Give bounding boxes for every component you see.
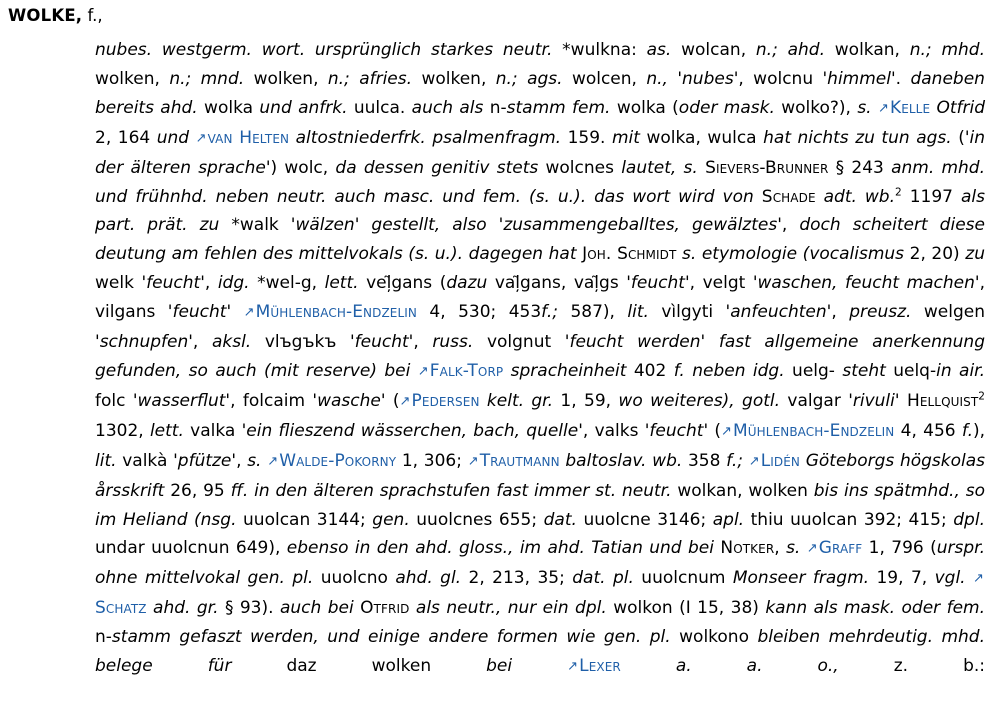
commentary-text: in air. [936, 360, 986, 381]
cited-form-text: wolkono [679, 627, 758, 648]
authority-name: Hellquist [906, 390, 979, 411]
commentary-text: rivuli [852, 390, 895, 411]
cross-reference-link[interactable] [807, 538, 863, 558]
cross-reference-arrow-icon: ↗ [267, 453, 279, 469]
commentary-text: nubes. westgerm. wort. ursprünglich starkes neutr. [95, 40, 563, 60]
edition-superscript: 2 [978, 390, 985, 403]
commentary-text: als part. prät. zu [95, 186, 985, 236]
commentary-text: f. [961, 420, 973, 441]
commentary-text: wo weiteres), [618, 390, 743, 411]
cross-reference-label: Trautmann [479, 450, 560, 471]
cross-reference-link[interactable] [196, 128, 289, 148]
cited-form-text: ' [677, 68, 683, 89]
cited-form-text: § 93). [224, 598, 280, 619]
commentary-text: himmel [827, 68, 891, 89]
commentary-text: a. a. o., [620, 656, 894, 677]
commentary-text: n.; [169, 68, 201, 89]
commentary-text: nubes [682, 68, 734, 89]
cross-reference-label: Schatz [95, 598, 147, 619]
cited-form-text: uuolcnes 655; [416, 509, 544, 530]
cited-form-text: 1197 [901, 186, 961, 207]
commentary-text: feucht [172, 302, 227, 323]
cited-form-text: wolkan, wolken [677, 480, 814, 501]
cited-form-text: ' [226, 302, 244, 323]
commentary-text: dat. [543, 509, 584, 530]
commentary-text: dpl. [953, 509, 985, 530]
cited-form-text: 2, 213, 35; [468, 568, 573, 589]
cited-form-text: ' ( [380, 390, 400, 411]
cited-form-text: 402 [633, 360, 674, 381]
cited-form-text: 1, 59, [560, 390, 619, 411]
commentary-text: als neutr., nur ein dpl. [409, 598, 614, 619]
cited-form-text: uuolcno [320, 568, 396, 589]
cited-form-text: 358 [687, 450, 727, 471]
commentary-text: feucht werden [569, 332, 701, 353]
commentary-text: bis ins spätmhd., so im Heliand ( [95, 480, 985, 530]
cited-form-text: *wulkna: [562, 40, 647, 60]
cross-reference-label: Mühlenbach-Endzelin [255, 302, 417, 323]
cited-form-text: uuolcnum [641, 568, 733, 589]
cited-form-text: n- [95, 627, 112, 648]
commentary-text: ahd. gr. [146, 598, 225, 619]
cited-form-text: ', [826, 302, 850, 323]
commentary-text: as. [646, 40, 682, 60]
commentary-text: feucht [649, 420, 704, 441]
commentary-text: auch bei [279, 598, 361, 619]
commentary-text: idg. [217, 273, 258, 294]
commentary-text: ags. [527, 68, 572, 89]
cited-form-text: uuolcan 3144; [243, 509, 373, 530]
cited-form-text: valka ' [190, 420, 247, 441]
commentary-text: spracheinheit [503, 360, 634, 381]
commentary-text: kelt. gr. [479, 390, 561, 411]
cited-form-text: 19, 7, [876, 568, 935, 589]
commentary-text: bleiben mehrdeutig. mhd. belege für [95, 627, 985, 677]
commentary-text: feucht [354, 332, 409, 353]
commentary-text: und anfrk. [259, 97, 354, 118]
commentary-text: lautet, s. [621, 157, 706, 178]
cited-form-text: ' [700, 332, 719, 353]
cited-form-text: wolko?), [781, 97, 858, 118]
commentary-text: und [156, 127, 196, 148]
cross-reference-link[interactable] [468, 451, 560, 471]
commentary-text: Otfrid [930, 97, 986, 118]
authority-name: Schade [761, 186, 816, 207]
cross-reference-label: Graff [818, 538, 863, 559]
cross-reference-label: Mühlenbach-Endzelin [733, 420, 895, 441]
commentary-text: da dessen genitiv stets [335, 157, 546, 178]
commentary-text: nsg. [200, 509, 244, 530]
cross-reference-link[interactable] [267, 451, 396, 471]
commentary-text: f. neben idg. [673, 360, 793, 381]
authority-name: Otfrid [360, 598, 410, 619]
cited-form-text: ' [498, 215, 504, 236]
commentary-text: stamm gefaszt werden, und einige andere formen wie gen. pl. [111, 627, 680, 648]
commentary-text: s. etymologie ( [676, 244, 810, 265]
commentary-text: ebenso in den ahd. gloss., im ahd. Tatian und bei [286, 538, 721, 559]
cited-form-text: valgar ' [787, 390, 853, 411]
cited-form-text: z. b.: [893, 656, 985, 677]
cited-form-text: vaļ̃gans, vaļ̃gs ' [494, 273, 631, 294]
cited-form-text: volgnut ' [486, 332, 570, 353]
cited-form-text: 26, 95 [170, 480, 231, 501]
commentary-text: aksl. [211, 332, 265, 353]
cross-reference-label: Falk-Torp [429, 360, 504, 381]
cited-form-text: welk ' [95, 273, 147, 294]
commentary-text: mhd. [941, 40, 985, 60]
cited-form-text: *walk ' [231, 215, 296, 236]
commentary-text: n., [646, 68, 678, 89]
cited-form-text: ', wolcnu ' [733, 68, 828, 89]
headword [8, 5, 103, 27]
cross-reference-arrow-icon: ↗ [877, 100, 889, 116]
commentary-text: oder mask. [678, 97, 782, 118]
cited-form-text: 4, 530; 453 [416, 302, 542, 323]
commentary-text: anm. mhd. und frühnhd. neben neutr. auch masc. und fem. (s. u.). das wort wird von [95, 157, 986, 207]
cited-form-text: ') wolc, [265, 157, 336, 178]
commentary-text: mnd. [200, 68, 254, 89]
commentary-text: Göteborgs högskolas årsskrift [95, 450, 986, 501]
cross-reference-link[interactable] [244, 302, 417, 322]
entry-paragraph [95, 36, 985, 711]
commentary-text: hat nichts zu tun ags. [763, 127, 959, 148]
commentary-text: ahd. [787, 40, 835, 60]
commentary-text: doch scheitert diese deutung am fehlen des mittelvokals (s. u.). dagegen hat [95, 215, 985, 265]
cited-form-text: 2, 164 [95, 127, 157, 148]
cited-form-text: ', folcaim ' [225, 390, 318, 411]
cited-form-text: 1302, [95, 420, 150, 441]
cited-form-text: folc ' [95, 390, 138, 411]
cited-form-text: uelq- [893, 360, 937, 381]
cited-form-text: 2, 20) [909, 244, 966, 265]
commentary-text: f.; [726, 450, 749, 471]
commentary-text: preusz. [849, 302, 924, 323]
cross-reference-label: Lidén [760, 450, 800, 471]
commentary-text: n.; [909, 40, 942, 60]
commentary-text: urspr. ohne mittelvokal gen. pl. [95, 538, 985, 589]
commentary-text: vocalismus [809, 244, 910, 265]
commentary-text: steht [842, 360, 894, 381]
authority-name: Sievers-Brunner [705, 157, 829, 178]
cited-form-text: wolkan, [834, 40, 910, 60]
cross-reference-label: Lexer [579, 656, 621, 677]
commentary-text: dat. pl. [572, 568, 642, 589]
cited-form-text: wolcan, [681, 40, 756, 60]
cited-form-text: ), [972, 420, 986, 441]
cited-form-text: , [774, 538, 787, 559]
cross-reference-label: van Helten [207, 127, 290, 148]
commentary-text: anfeuchten [730, 302, 827, 323]
commentary-text: ein flieszend wässerchen, bach, quelle [246, 420, 579, 441]
cited-form-text: *wel-g, [257, 273, 325, 294]
cited-form-text: wolken, [421, 68, 496, 89]
commentary-text: gestellt, also [371, 215, 499, 236]
commentary-text: s. [247, 450, 268, 471]
cross-reference-link[interactable] [567, 656, 621, 676]
commentary-text: altostniederfrk. psalmenfragm. [289, 127, 568, 148]
cited-form-text: wolka ( [616, 97, 679, 118]
cited-form-text: 1, 306; [396, 450, 468, 471]
commentary-text: adt. wb. [815, 186, 896, 207]
headword-grammar: f., [82, 6, 103, 25]
headword-lemma: WOLKE, [8, 6, 83, 25]
cited-form-text: wolcnes [545, 157, 622, 178]
commentary-text: lett. [149, 420, 191, 441]
cited-form-text: ', velgt ' [684, 273, 758, 294]
commentary-text: wälzen [295, 215, 355, 236]
cited-form-text: ', [200, 273, 218, 294]
entry-body [95, 36, 985, 711]
cross-reference-link[interactable] [418, 361, 503, 381]
commentary-text: n.; [495, 68, 528, 89]
commentary-text: f.; [541, 302, 571, 323]
commentary-text: s. [786, 538, 807, 559]
commentary-text: baltoslav. wb. [559, 450, 688, 471]
commentary-text: feucht [630, 273, 685, 294]
commentary-text: ahd. gl. [395, 568, 469, 589]
commentary-text: s. [857, 97, 878, 118]
commentary-text: lett. [324, 273, 367, 294]
commentary-text: gotl. [742, 390, 788, 411]
cross-reference-arrow-icon: ↗ [243, 305, 255, 321]
cited-form-text: vìlgyti ' [661, 302, 731, 323]
cross-reference-arrow-icon: ↗ [748, 453, 760, 469]
cited-form-text: wolcen, [571, 68, 647, 89]
cross-reference-link[interactable] [878, 98, 930, 118]
cited-form-text: ' ( [703, 420, 722, 441]
commentary-text: lit. [95, 450, 123, 471]
commentary-text: kann als mask. oder fem. [765, 598, 985, 619]
cited-form-text: wolka, wulca [646, 127, 764, 148]
cited-form-text: 1, 796 ( [862, 538, 937, 559]
cross-reference-link[interactable] [721, 421, 894, 441]
commentary-text: wasche [317, 390, 381, 411]
commentary-text: bei [486, 656, 568, 677]
cited-form-text: ', [231, 450, 248, 471]
cited-form-text: vlъgъkъ ' [264, 332, 355, 353]
cited-form-text: wolken, [95, 68, 170, 89]
edition-superscript: 2 [895, 185, 902, 198]
commentary-text: n.; [327, 68, 360, 89]
commentary-text: waschen, feucht machen [757, 273, 975, 294]
commentary-text: zu [965, 244, 985, 265]
cross-reference-arrow-icon: ↗ [721, 423, 733, 439]
commentary-text: fast allgemeine anerkennung gefunden, so auch (mit reserve) bei [95, 332, 985, 381]
cross-reference-link[interactable] [749, 451, 800, 471]
cross-reference-arrow-icon: ↗ [195, 130, 207, 146]
commentary-text: dazu [446, 273, 495, 294]
commentary-text: russ. [432, 332, 487, 353]
cited-form-text: ', [408, 332, 433, 353]
cited-form-text: daz wolken [286, 656, 487, 677]
cited-form-text: thiu uuolcan 392; 415; [750, 509, 954, 530]
cross-reference-label: Walde-Pokorny [279, 450, 397, 471]
cited-form-text: n- [489, 97, 507, 118]
cited-form-text: 587), [570, 302, 628, 323]
commentary-text: in der älteren sprache [95, 127, 986, 178]
commentary-text: daneben bereits ahd. [95, 68, 985, 118]
commentary-text: schnupfen [99, 332, 189, 353]
cited-form-text: valkà ' [122, 450, 178, 471]
cross-reference-arrow-icon: ↗ [467, 453, 479, 469]
cited-form-text: veļ̃gans ( [366, 273, 447, 294]
commentary-text: feucht [146, 273, 201, 294]
cited-form-text: (' [958, 127, 970, 148]
commentary-text: lit. [627, 302, 662, 323]
authority-name: Notker [720, 538, 775, 559]
cited-form-text: '. [890, 68, 911, 89]
cross-reference-label: Pedersen [411, 390, 480, 411]
cited-form-text: ', vilgans ' [95, 273, 985, 323]
cited-form-text: 159. [567, 127, 612, 148]
cited-form-text: wolka [204, 97, 260, 118]
commentary-text: ff. in den älteren sprachstufen fast immer st. neutr. [230, 480, 678, 501]
cited-form-text: § 243 [828, 157, 892, 178]
commentary-text: zusammengeballtes, gewälztes [503, 215, 778, 236]
cited-form-text: ', valks ' [578, 420, 650, 441]
commentary-text: gen. [372, 509, 417, 530]
cross-reference-arrow-icon: ↗ [417, 363, 429, 379]
cross-reference-label: Kelle [889, 97, 931, 118]
cross-reference-arrow-icon: ↗ [806, 541, 818, 557]
cross-reference-arrow-icon: ↗ [973, 571, 985, 587]
commentary-text: wasserflut [137, 390, 226, 411]
cited-form-text: uulca. [353, 97, 412, 118]
cited-form-text: welgen ' [95, 302, 985, 353]
cross-reference-arrow-icon: ↗ [567, 659, 579, 675]
commentary-text: Monseer fragm. [732, 568, 877, 589]
cited-form-text: ' [894, 390, 907, 411]
cited-form-text: wolken, [253, 68, 328, 89]
cited-form-text: ' [354, 215, 372, 236]
cited-form-text: uuolcne 3146; [583, 509, 713, 530]
commentary-text: vgl. [934, 568, 974, 589]
authority-name: Joh. Schmidt [582, 244, 677, 265]
cross-reference-arrow-icon: ↗ [399, 393, 411, 409]
commentary-text: mit [611, 127, 647, 148]
commentary-text: afries. [359, 68, 422, 89]
commentary-text: pfütze [177, 450, 232, 471]
commentary-text: apl. [712, 509, 751, 530]
commentary-text: n.; [755, 40, 788, 60]
cited-form-text: wolkon (I 15, 38) [613, 598, 766, 619]
cross-reference-link[interactable] [400, 391, 480, 411]
cited-form-text: 4, 456 [894, 420, 962, 441]
cited-form-text: ', [188, 332, 212, 353]
cited-form-text: undar uuolcnun 649), [95, 538, 287, 559]
commentary-text: stamm fem. [506, 97, 617, 118]
cited-form-text: ', [777, 215, 800, 236]
cited-form-text: uelg- [792, 360, 843, 381]
commentary-text: auch als [411, 97, 490, 118]
